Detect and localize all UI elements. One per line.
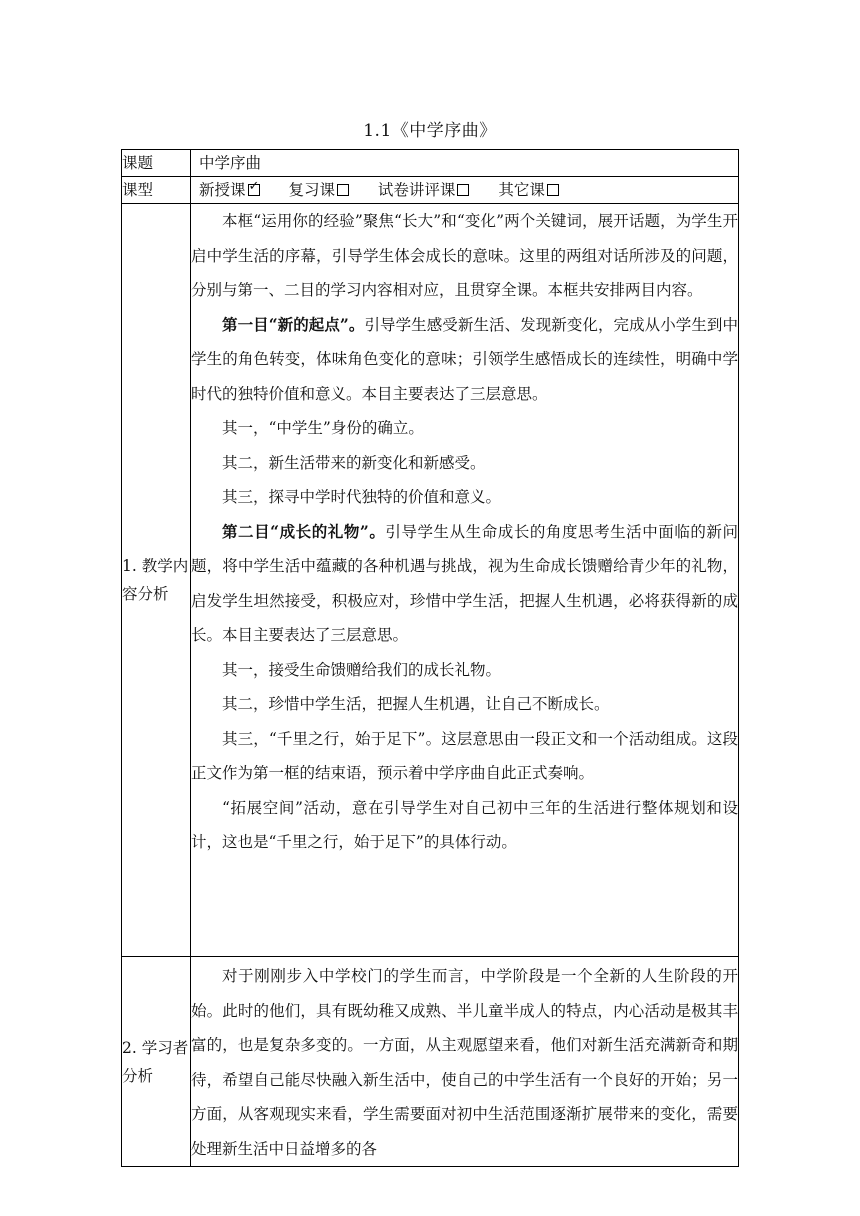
table-row-content-analysis [122,204,739,957]
document-title: 1.1《中学序曲》 [363,121,497,141]
checked-checkbox-icon [248,184,260,196]
topic-value: 中学序曲 [191,150,739,177]
content-analysis-label: 1. 教学内容分析 [122,204,191,957]
lesson-plan-table [121,149,739,1167]
table-row-lesson-type [122,177,739,204]
paragraph: 其三，探寻中学时代独特的价值和意义。 [222,488,502,506]
learner-analysis-text [191,957,739,1167]
content-analysis-text [191,204,739,957]
option-new-lesson: 新授课✓ [199,181,260,199]
option-other-lesson: 其它课 [498,181,559,199]
topic-label: 课题 [122,150,191,177]
checkbox-icon [457,184,469,196]
checkbox-icon [337,184,349,196]
paragraph: 其一，“中学生”身份的确立。 [222,419,424,437]
paragraph: 其二，新生活带来的新变化和新感受。 [222,453,486,472]
paragraph: “拓展空间”活动，意在引导学生对自己初中三年的生活进行整体规划和设计，这也是“千里之行，始于足下”的具体行动。 [191,798,738,851]
paragraph: 其一，接受生命馈赠给我们的成长礼物。 [222,660,502,679]
table-row-topic [122,150,739,177]
checkbox-icon [547,184,559,196]
paragraph: 其二，珍惜中学生活，把握人生机遇，让自己不断成长。 [222,695,610,713]
lesson-type-options [191,177,739,204]
lesson-type-label: 课型 [122,177,191,204]
option-exam-review-lesson: 试卷讲评课 [378,181,470,199]
paragraph: 第二目“成长的礼物”。引导学生从生命成长的角度思考生活中面临的新问题，将中学生活中蕴藏的各种机遇与挑战，视为生命成长馈赠给青少年的礼物，启发学生坦然接受，积极应对，珍惜中学生活，把握人生机遇，必将获得新的成长。本目主要表达了三层意思。 [191,521,738,644]
paragraph: 对于刚刚步入中学校门的学生而言，中学阶段是一个全新的人生阶段的开始。此时的他们，具有既幼稚又成熟、半儿童半成人的特点，内心活动是极其丰富的，也是复杂多变的。一方面，从主观愿望来看，他们对新生活充满新奇和期待，希望自己能尽快融入新生活中，使自己的中学生活有一个良好的开始；另一方面，从客观现实来看，学生需要面对初中生活范围逐渐扩展带来的变化，需要处理新生活中日益增多的各 [191,967,738,1158]
section-heading: 第二目“成长的礼物”。 [222,521,386,541]
learner-analysis-label: 2. 学习者分析 [122,957,191,1167]
paragraph: 本框“运用你的经验”聚焦“长大”和“变化”两个关键词，展开话题，为学生开启中学生活的序幕，引导学生体会成长的意味。这里的两组对话所涉及的问题，分别与第一、二目的学习内容相对应，且贯穿全课。本框共安排两目内容。 [191,212,738,299]
paragraph: 第一目“新的起点”。引导学生感受新生活、发现新变化，完成从小学生到中学生的角色转变，体味角色变化的意味；引领学生感悟成长的连续性，明确中学时代的独特价值和意义。本目主要表达了三层意思。 [191,314,738,403]
option-review-lesson: 复习课 [288,181,349,199]
section-heading: 第一目“新的起点”。 [222,314,365,334]
paragraph: 其三，“千里之行，始于足下”。这层意思由一段正文和一个活动组成。这段正文作为第一框的结束语，预示着中学序曲自此正式奏响。 [191,729,738,782]
table-row-learner-analysis [122,957,739,1167]
